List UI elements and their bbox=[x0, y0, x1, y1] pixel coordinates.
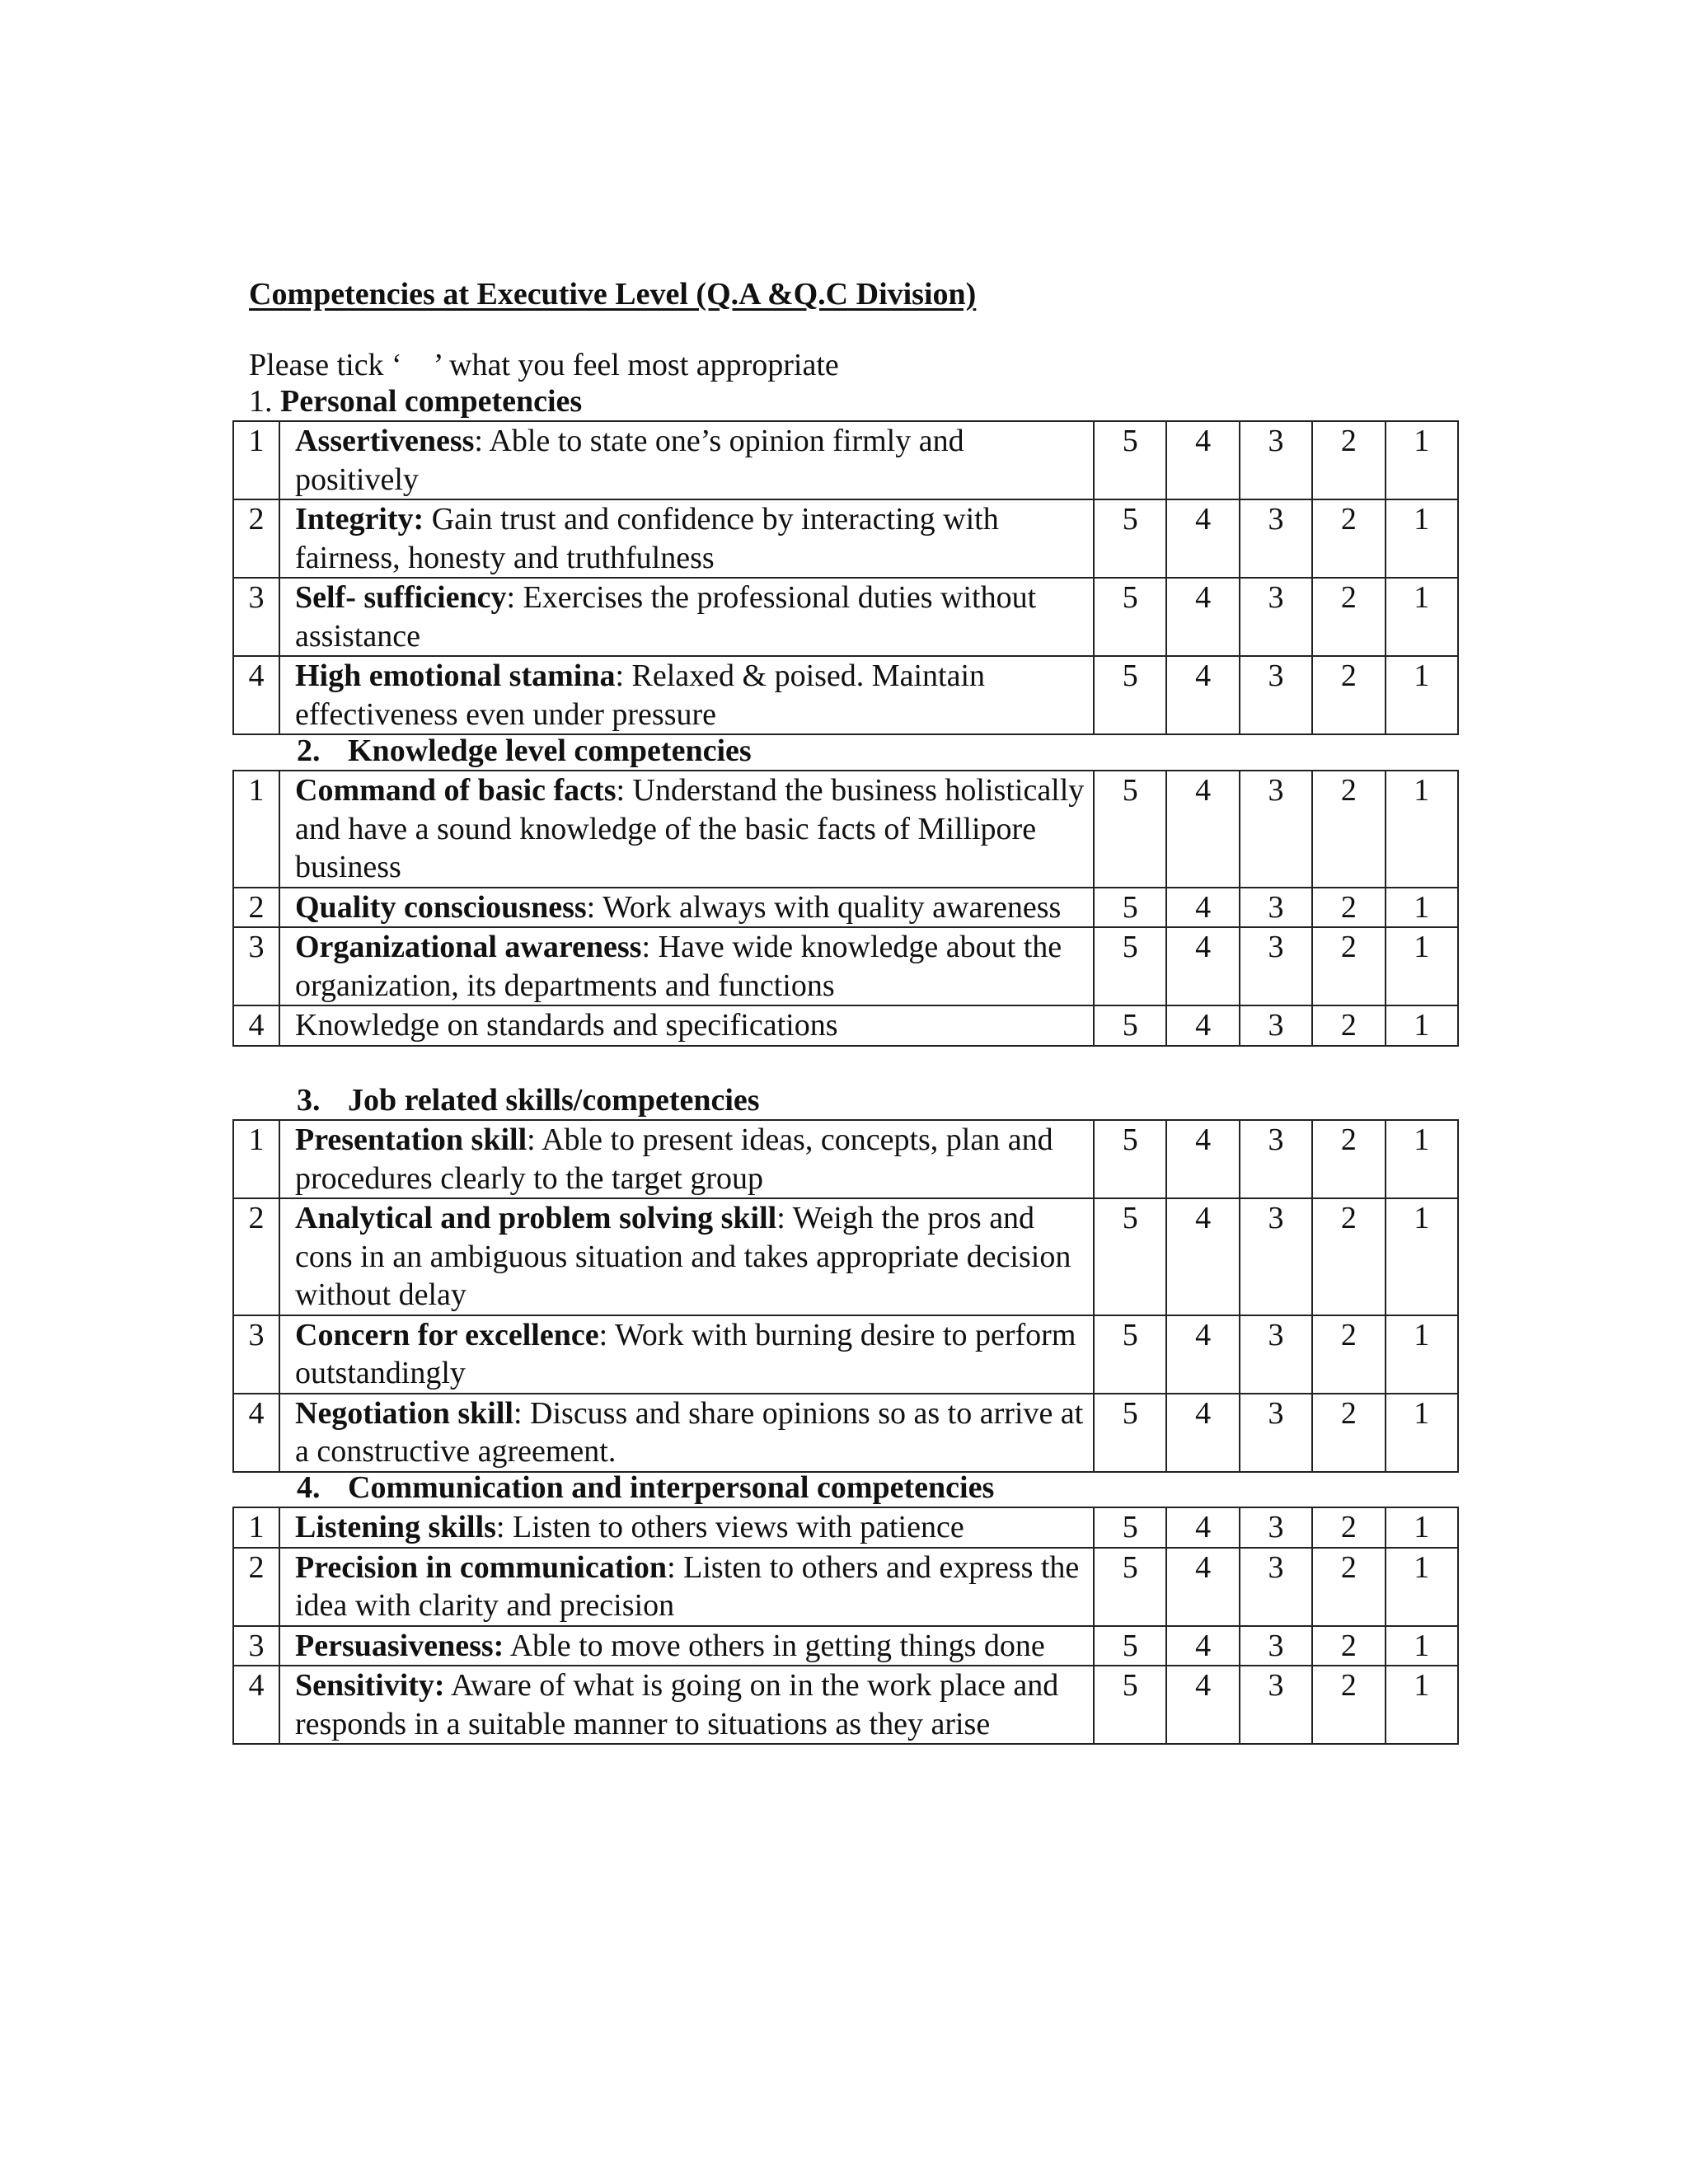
competency-description bbox=[279, 656, 1094, 734]
rating-option-2[interactable]: 2 bbox=[1312, 771, 1385, 888]
table-row bbox=[233, 1507, 1458, 1548]
competency-term: Precision in communication bbox=[295, 1549, 668, 1585]
item-number: 1 bbox=[233, 1507, 279, 1548]
rating-option-5[interactable]: 5 bbox=[1094, 1548, 1166, 1626]
competency-term: Presentation skill bbox=[295, 1122, 528, 1157]
rating-option-5[interactable]: 5 bbox=[1094, 1666, 1166, 1744]
section-heading bbox=[297, 1469, 994, 1507]
competency-description bbox=[279, 1548, 1094, 1626]
competency-table bbox=[232, 420, 1459, 735]
rating-option-1[interactable]: 1 bbox=[1386, 1394, 1458, 1472]
term-separator bbox=[445, 1668, 451, 1703]
rating-option-4[interactable]: 4 bbox=[1166, 1626, 1239, 1666]
competency-text: Discuss and share opinions so as to arrive at a constructive agreement. bbox=[295, 1395, 1084, 1469]
rating-option-1[interactable]: 1 bbox=[1386, 1507, 1458, 1548]
competency-term: Quality consciousness bbox=[295, 889, 587, 925]
rating-option-2[interactable]: 2 bbox=[1312, 578, 1385, 656]
section-title: Communication and interpersonal competencies bbox=[348, 1470, 995, 1505]
rating-option-2[interactable]: 2 bbox=[1312, 499, 1385, 578]
competency-text: Have wide knowledge about the organization, its departments and functions bbox=[295, 930, 1062, 1003]
term-separator: : bbox=[513, 1395, 531, 1431]
rating-option-4[interactable]: 4 bbox=[1166, 771, 1239, 888]
item-number: 1 bbox=[233, 771, 279, 888]
rating-option-4[interactable]: 4 bbox=[1166, 656, 1239, 734]
rating-option-4[interactable]: 4 bbox=[1166, 1666, 1239, 1744]
rating-option-2[interactable]: 2 bbox=[1312, 1548, 1385, 1626]
rating-option-5[interactable]: 5 bbox=[1094, 1507, 1166, 1548]
competency-description bbox=[279, 1507, 1094, 1548]
rating-option-4[interactable]: 4 bbox=[1166, 888, 1239, 928]
table-row bbox=[233, 1666, 1458, 1744]
competency-text: Weigh the pros and cons in an ambiguous situation and takes appropriate decision without delay bbox=[295, 1201, 1071, 1312]
table-row bbox=[233, 1198, 1458, 1315]
rating-option-3[interactable]: 3 bbox=[1240, 656, 1312, 734]
item-number: 2 bbox=[233, 1198, 279, 1315]
rating-option-1[interactable]: 1 bbox=[1386, 1626, 1458, 1666]
rating-option-2[interactable]: 2 bbox=[1312, 1120, 1385, 1198]
item-number: 3 bbox=[233, 1315, 279, 1394]
rating-option-4[interactable]: 4 bbox=[1166, 1005, 1239, 1046]
competency-term: Listening skills bbox=[295, 1510, 496, 1544]
rating-option-2[interactable]: 2 bbox=[1312, 1394, 1385, 1472]
rating-option-3[interactable]: 3 bbox=[1240, 1120, 1312, 1198]
table-row bbox=[233, 421, 1458, 499]
item-number: 2 bbox=[233, 499, 279, 578]
competency-text: Work always with quality awareness bbox=[603, 889, 1062, 925]
rating-option-1[interactable]: 1 bbox=[1386, 771, 1458, 888]
competency-description bbox=[279, 927, 1094, 1005]
item-number: 3 bbox=[233, 1626, 279, 1666]
table-row bbox=[233, 1548, 1458, 1626]
rating-option-5[interactable]: 5 bbox=[1094, 1315, 1166, 1394]
term-separator: : bbox=[667, 1549, 684, 1585]
table-row bbox=[233, 927, 1458, 1005]
term-separator bbox=[504, 1629, 509, 1663]
competency-text: Gain trust and confidence by interacting with fairness, honesty and truthfulness bbox=[295, 502, 999, 575]
rating-option-5[interactable]: 5 bbox=[1094, 1120, 1166, 1198]
term-separator: : bbox=[495, 1510, 513, 1544]
competency-text: Listen to others and express the idea with clarity and precision bbox=[295, 1549, 1080, 1623]
competency-term: Assertiveness bbox=[295, 424, 475, 458]
competency-text: Able to present ideas, concepts, plan and procedures clearly to the target group bbox=[295, 1122, 1053, 1196]
section-number: 2. bbox=[297, 733, 321, 768]
rating-option-2[interactable]: 2 bbox=[1312, 888, 1385, 928]
competency-description bbox=[279, 1315, 1094, 1394]
table-row bbox=[233, 578, 1458, 656]
competency-term: Organizational awareness bbox=[295, 930, 642, 964]
rating-option-3[interactable]: 3 bbox=[1240, 578, 1312, 656]
competency-term: Concern for excellence bbox=[295, 1317, 599, 1352]
competency-table bbox=[232, 770, 1459, 1047]
table-row bbox=[233, 1120, 1458, 1198]
term-separator bbox=[424, 502, 432, 537]
term-separator: : bbox=[474, 424, 490, 458]
competency-text: Exercises the professional duties without assistance bbox=[295, 580, 1037, 654]
section-number: 3. bbox=[297, 1083, 321, 1118]
rating-option-3[interactable]: 3 bbox=[1240, 1198, 1312, 1315]
rating-option-3[interactable]: 3 bbox=[1240, 421, 1312, 499]
term-separator: : bbox=[615, 658, 632, 693]
competency-description bbox=[279, 1120, 1094, 1198]
item-number: 3 bbox=[233, 578, 279, 656]
competency-description bbox=[279, 1666, 1094, 1744]
rating-option-5[interactable]: 5 bbox=[1094, 1005, 1166, 1046]
rating-option-2[interactable]: 2 bbox=[1312, 1005, 1385, 1046]
rating-option-4[interactable]: 4 bbox=[1166, 1507, 1239, 1548]
item-number: 2 bbox=[233, 1548, 279, 1626]
rating-option-3[interactable]: 3 bbox=[1240, 1666, 1312, 1744]
term-separator: : bbox=[616, 773, 633, 808]
document-title: Competencies at Executive Level (Q.A &Q.C Division) bbox=[249, 277, 977, 312]
competency-text: Able to state one’s opinion firmly and positively bbox=[295, 424, 964, 497]
rating-option-3[interactable]: 3 bbox=[1240, 1315, 1312, 1394]
competency-description bbox=[279, 578, 1094, 656]
term-separator: : bbox=[586, 889, 603, 925]
rating-option-3[interactable]: 3 bbox=[1240, 927, 1312, 1005]
competency-table bbox=[232, 1119, 1459, 1473]
competency-description bbox=[279, 771, 1094, 888]
rating-option-1[interactable]: 1 bbox=[1386, 578, 1458, 656]
rating-option-4[interactable]: 4 bbox=[1166, 578, 1239, 656]
rating-option-5[interactable]: 5 bbox=[1094, 421, 1166, 499]
item-number: 2 bbox=[233, 888, 279, 928]
table-row bbox=[233, 499, 1458, 578]
item-number: 4 bbox=[233, 1666, 279, 1744]
rating-option-2[interactable]: 2 bbox=[1312, 1315, 1385, 1394]
item-number: 4 bbox=[233, 1005, 279, 1046]
competency-table bbox=[232, 1507, 1459, 1745]
term-separator: : bbox=[527, 1122, 542, 1157]
rating-option-2[interactable]: 2 bbox=[1312, 1507, 1385, 1548]
rating-option-5[interactable]: 5 bbox=[1094, 1394, 1166, 1472]
rating-option-4[interactable]: 4 bbox=[1166, 1394, 1239, 1472]
rating-option-5[interactable]: 5 bbox=[1094, 888, 1166, 928]
rating-option-2[interactable]: 2 bbox=[1312, 656, 1385, 734]
competency-description bbox=[279, 1394, 1094, 1472]
competency-text: Work with burning desire to perform outstandingly bbox=[295, 1317, 1076, 1390]
rating-option-1[interactable]: 1 bbox=[1386, 1315, 1458, 1394]
competency-term: Sensitivity: bbox=[295, 1668, 445, 1703]
competency-term: High emotional stamina bbox=[295, 658, 616, 693]
table-row bbox=[233, 888, 1458, 928]
rating-option-5[interactable]: 5 bbox=[1094, 927, 1166, 1005]
competency-text: Able to move others in getting things done bbox=[509, 1628, 1045, 1663]
section-title: Job related skills/competencies bbox=[348, 1083, 760, 1118]
rating-option-2[interactable]: 2 bbox=[1312, 927, 1385, 1005]
rating-option-5[interactable]: 5 bbox=[1094, 1626, 1166, 1666]
competency-term: Self- sufficiency bbox=[295, 580, 507, 615]
rating-option-1[interactable]: 1 bbox=[1386, 1666, 1458, 1744]
table-row bbox=[233, 771, 1458, 888]
term-separator: : bbox=[598, 1317, 615, 1352]
rating-option-5[interactable]: 5 bbox=[1094, 771, 1166, 888]
rating-option-2[interactable]: 2 bbox=[1312, 1626, 1385, 1666]
section-number: 4. bbox=[297, 1470, 321, 1505]
section-title: Personal competencies bbox=[280, 384, 583, 419]
rating-option-4[interactable]: 4 bbox=[1166, 1120, 1239, 1198]
competency-description bbox=[279, 1626, 1094, 1666]
table-row bbox=[233, 1394, 1458, 1472]
competency-description bbox=[279, 888, 1094, 928]
competency-text: Knowledge on standards and specifications bbox=[295, 1008, 838, 1043]
competency-description bbox=[279, 1005, 1094, 1046]
competency-description bbox=[279, 1198, 1094, 1315]
rating-option-4[interactable]: 4 bbox=[1166, 1198, 1239, 1315]
competency-text: Aware of what is going on in the work place and responds in a suitable manner to situations as they arise bbox=[295, 1668, 1059, 1741]
competency-text: Listen to others views with patience bbox=[512, 1510, 964, 1544]
competency-term: Negotiation skill bbox=[295, 1395, 513, 1431]
table-row bbox=[233, 1626, 1458, 1666]
rating-option-1[interactable]: 1 bbox=[1386, 1198, 1458, 1315]
rating-option-4[interactable]: 4 bbox=[1166, 1548, 1239, 1626]
rating-option-1[interactable]: 1 bbox=[1386, 888, 1458, 928]
table-row bbox=[233, 656, 1458, 734]
table-row bbox=[233, 1315, 1458, 1394]
section-heading bbox=[249, 382, 582, 420]
rating-option-3[interactable]: 3 bbox=[1240, 1507, 1312, 1548]
rating-option-2[interactable]: 2 bbox=[1312, 1666, 1385, 1744]
competency-text: Relaxed & poised. Maintain effectiveness even under pressure bbox=[295, 658, 985, 732]
rating-option-4[interactable]: 4 bbox=[1166, 927, 1239, 1005]
item-number: 4 bbox=[233, 1394, 279, 1472]
term-separator: : bbox=[776, 1201, 793, 1235]
rating-option-3[interactable]: 3 bbox=[1240, 888, 1312, 928]
rating-option-1[interactable]: 1 bbox=[1386, 1548, 1458, 1626]
rating-option-4[interactable]: 4 bbox=[1166, 1315, 1239, 1394]
item-number: 3 bbox=[233, 927, 279, 1005]
rating-option-5[interactable]: 5 bbox=[1094, 1198, 1166, 1315]
rating-option-1[interactable]: 1 bbox=[1386, 1005, 1458, 1046]
competency-description bbox=[279, 499, 1094, 578]
rating-option-1[interactable]: 1 bbox=[1386, 656, 1458, 734]
rating-option-3[interactable]: 3 bbox=[1240, 771, 1312, 888]
rating-option-4[interactable]: 4 bbox=[1166, 499, 1239, 578]
rating-option-4[interactable]: 4 bbox=[1166, 421, 1239, 499]
rating-option-3[interactable]: 3 bbox=[1240, 499, 1312, 578]
rating-option-2[interactable]: 2 bbox=[1312, 1198, 1385, 1315]
competency-text: Understand the business holistically and have a sound knowledge of the basic facts of Millipore business bbox=[295, 773, 1085, 884]
rating-option-5[interactable]: 5 bbox=[1094, 499, 1166, 578]
rating-option-2[interactable]: 2 bbox=[1312, 421, 1385, 499]
section-heading bbox=[297, 732, 752, 770]
rating-option-1[interactable]: 1 bbox=[1386, 927, 1458, 1005]
rating-option-1[interactable]: 1 bbox=[1386, 1120, 1458, 1198]
competency-term: Command of basic facts bbox=[295, 773, 617, 808]
item-number: 1 bbox=[233, 421, 279, 499]
table-row bbox=[233, 1005, 1458, 1046]
competency-description bbox=[279, 421, 1094, 499]
rating-option-1[interactable]: 1 bbox=[1386, 499, 1458, 578]
rating-option-5[interactable]: 5 bbox=[1094, 578, 1166, 656]
section-heading bbox=[297, 1081, 760, 1119]
rating-option-3[interactable]: 3 bbox=[1240, 1005, 1312, 1046]
competency-term: Persuasiveness: bbox=[295, 1628, 504, 1663]
rating-option-3[interactable]: 3 bbox=[1240, 1626, 1312, 1666]
competency-term: Analytical and problem solving skill bbox=[295, 1201, 777, 1235]
term-separator: : bbox=[506, 580, 523, 615]
item-number: 4 bbox=[233, 656, 279, 734]
rating-option-3[interactable]: 3 bbox=[1240, 1394, 1312, 1472]
term-separator: : bbox=[641, 930, 659, 964]
instruction-text: Please tick ‘ ’ what you feel most appropriate bbox=[249, 348, 839, 382]
rating-option-5[interactable]: 5 bbox=[1094, 656, 1166, 734]
rating-option-1[interactable]: 1 bbox=[1386, 421, 1458, 499]
competency-term: Integrity: bbox=[295, 502, 424, 537]
section-number: 1. bbox=[249, 384, 273, 419]
rating-option-3[interactable]: 3 bbox=[1240, 1548, 1312, 1626]
section-title: Knowledge level competencies bbox=[348, 733, 752, 768]
item-number: 1 bbox=[233, 1120, 279, 1198]
